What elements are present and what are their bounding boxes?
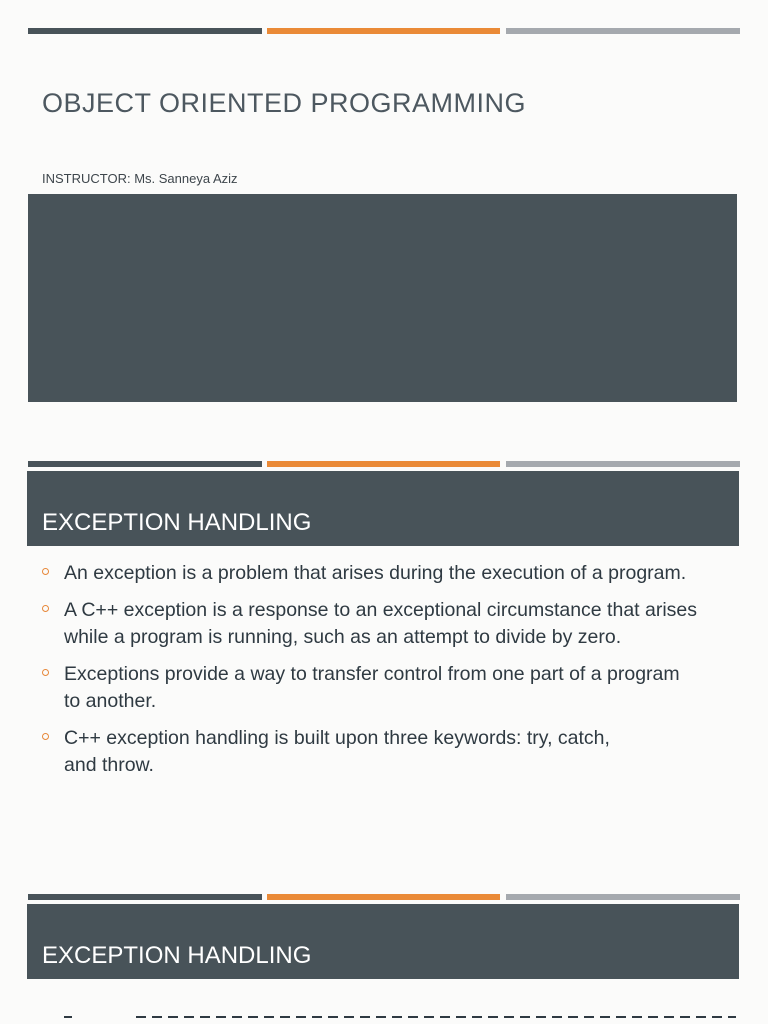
cut-off-text-line <box>42 1016 742 1018</box>
accent-bar-dark <box>28 28 262 34</box>
accent-bar-orange <box>267 28 500 34</box>
slide1-dark-panel <box>28 194 737 402</box>
slide2-bullet-list <box>42 560 742 789</box>
list-item: An exception is a problem that arises during the execution of a program. <box>42 560 742 587</box>
accent-bar-gray <box>506 894 740 900</box>
accent-bar-gray <box>506 461 740 467</box>
accent-bar-gray <box>506 28 740 34</box>
slide2-heading: EXCEPTION HANDLING <box>42 509 312 536</box>
accent-bar-orange <box>267 461 500 467</box>
slide1-accent-bars <box>28 28 740 34</box>
slide2-accent-bars <box>28 461 740 467</box>
accent-bar-dark <box>28 461 262 467</box>
slide3-accent-bars <box>28 894 740 900</box>
accent-bar-dark <box>28 894 262 900</box>
list-item: Exceptions provide a way to transfer control from one part of a program to another. <box>42 661 684 715</box>
slide3-heading: EXCEPTION HANDLING <box>42 942 312 969</box>
circle-bullet-icon <box>42 568 49 575</box>
slide2-header <box>27 471 739 546</box>
list-item: C++ exception handling is built upon three keywords: try, catch, and throw. <box>42 725 634 779</box>
slide1-title: OBJECT ORIENTED PROGRAMMING <box>42 88 527 118</box>
instructor-name: INSTRUCTOR: Ms. Sanneya Aziz <box>42 171 238 186</box>
slide3-header <box>27 904 739 979</box>
list-item: A C++ exception is a response to an exceptional circumstance that arises while a program is running, such as an attempt to divide by zero. <box>42 597 724 651</box>
circle-bullet-icon <box>42 605 49 612</box>
circle-bullet-icon <box>42 669 49 676</box>
accent-bar-orange <box>267 894 500 900</box>
circle-bullet-icon <box>42 733 49 740</box>
